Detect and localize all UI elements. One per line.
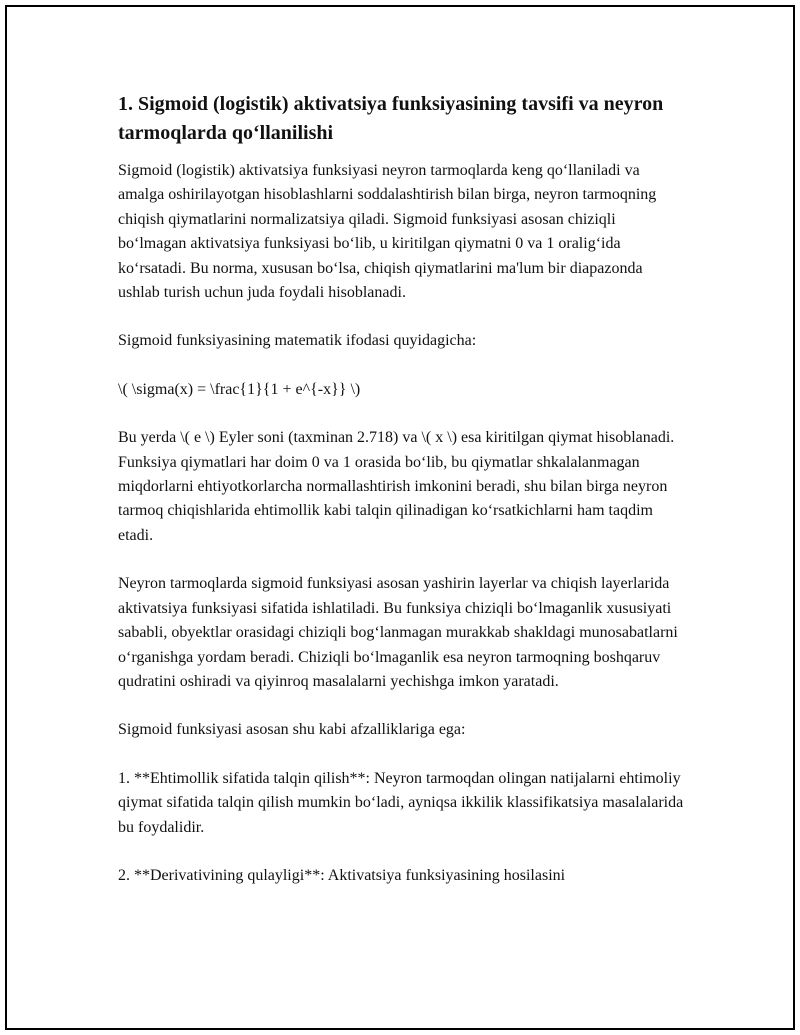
formula-text: \( \sigma(x) = \frac{1}{1 + e^{-x}} \) — [118, 380, 361, 398]
formula-explanation-paragraph: Bu yerda \( e \) Eyler soni (taxminan 2.718) va \( x \) esa kiritilgan qiymat hisoblanadi. Funksiya qiymatlari har doim 0 va 1 orasida bo‘lib, bu qiymatlar shkalalanmagan miqdorlarni ehtiyotkorlarcha normallashtirish imkonini beradi, shu bilan birga neyron tarmoq chiqishlarida ehtimollik kabi talqin qilinadigan ko‘rsatkichlarni ham taqdim etadi. — [118, 429, 675, 544]
list-item-probability: 1. **Ehtimollik sifatida talqin qilish**: Neyron tarmoqdan olingan natijalarni ehtimoliy qiymat sifatida talqin qilish mumkin bo‘ladi, ayniqsa ikkilik klassifikatsiya masalalarida bu foydalidir. — [118, 769, 684, 836]
document-content — [118, 90, 686, 912]
list-item-derivative: 2. **Derivativining qulayligi**: Aktivatsiya funksiyasining hosilasini — [118, 866, 566, 884]
usage-paragraph: Neyron tarmoqlarda sigmoid funksiyasi asosan yashirin layerlar va chiqish layerlarida aktivatsiya funksiyasi sifatida ishlatiladi. Bu funksiya chiziqli bo‘lmaganlik xususiyati sababli, obyektlar orasidagi chiziqli bog‘lanmagan murakkab shakldagi munosabatlarni o‘rganishga yordam beradi. Chiziqli bo‘lmaganlik esa neyron tarmoqning boshqaruv qudratini oshiradi va qiyinroq masalalarni yechishga imkon yaratadi. — [118, 575, 678, 690]
section-heading: 1. Sigmoid (logistik) aktivatsiya funksiyasining tavsifi va neyron tarmoqlarda qo‘llanilishi — [118, 93, 664, 144]
advantages-intro-paragraph: Sigmoid funksiyasi asosan shu kabi afzalliklariga ega: — [118, 721, 466, 739]
page-frame — [5, 5, 795, 1030]
intro-paragraph: Sigmoid (logistik) aktivatsiya funksiyasi neyron tarmoqlarda keng qo‘llaniladi va amalga oshirilayotgan hisoblashlarni soddalashtirish bilan birga, neyron tarmoqning chiqish qiymatlarini normalizatsiya qiladi. Sigmoid funksiyasi asosan chiziqli bo‘lmagan aktivatsiya funksiyasi bo‘lib, u kiritilgan qiymatni 0 va 1 oralig‘ida ko‘rsatadi. Bu norma, xususan bo‘lsa, chiqish qiymatlarini ma'lum bir diapazonda ushlab turish uchun juda foydali hisoblanadi. — [118, 162, 657, 302]
formula-intro-paragraph: Sigmoid funksiyasining matematik ifodasi quyidagicha: — [118, 332, 477, 350]
